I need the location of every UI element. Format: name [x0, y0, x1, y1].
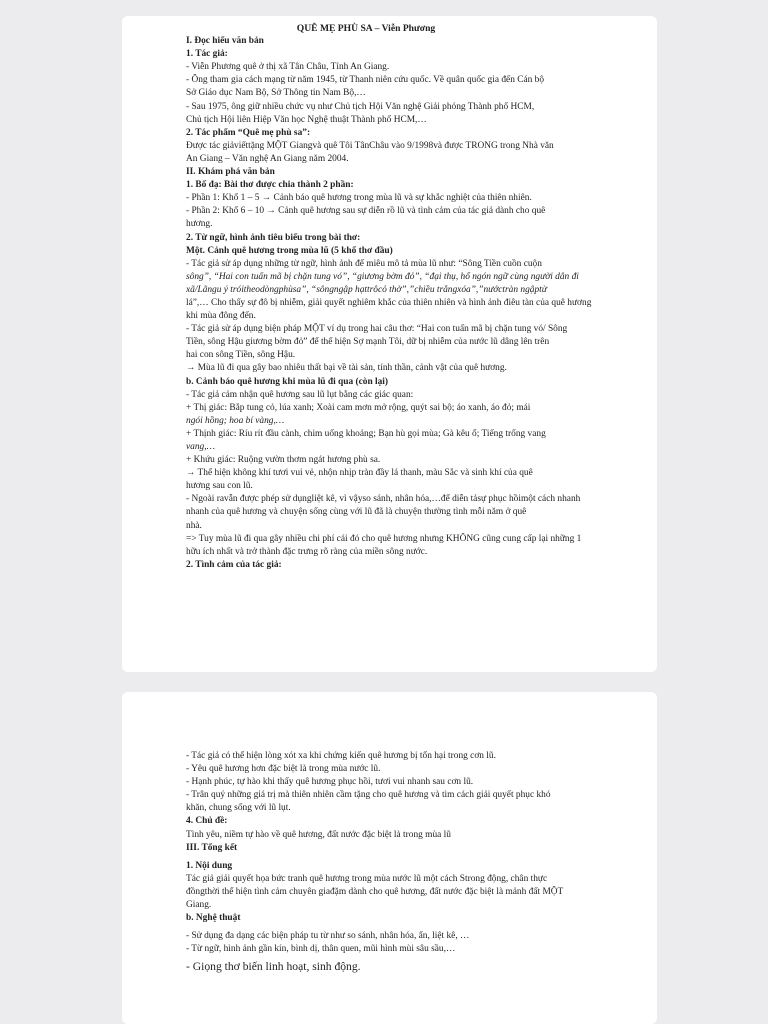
- text-line: 2. Từ ngữ, hình ảnh tiêu biểu trong bài thơ:: [186, 232, 361, 243]
- text-line: ngói hồng; hoa bí vàng,…: [186, 415, 285, 426]
- page-1-body: [186, 35, 657, 572]
- text-line: 1. Tác giả:: [186, 49, 228, 60]
- document-title: QUÊ MẸ PHÙ SA – Viễn Phương: [296, 23, 436, 34]
- text-line: Được tác giảviếttặng MỘT Giangvà quê Tôi TânChâu vào 9/1998và được TRONG trong Nhà văn: [186, 140, 554, 151]
- text-line: khi mùa đông đến.: [186, 311, 256, 322]
- text-line: - Hạnh phúc, tự hào khi thấy quê hương phục hồi, tươi vui nhanh sau cơn lũ.: [186, 777, 474, 788]
- text-line: hương sau con lũ.: [186, 481, 253, 492]
- text-line: - Tác giả cảm nhận quê hương sau lũ lụt bằng các giác quan:: [186, 389, 414, 400]
- document-page-1: [122, 16, 657, 672]
- text-line: hữu ích nhất và trở thành đặc trưng rõ ràng của miền sông nước.: [186, 546, 428, 557]
- text-line: nhà.: [186, 520, 202, 531]
- text-line: khăn, chung sống với lũ lụt.: [186, 803, 291, 814]
- text-line: Tiền, sông Hậu giương bờm đỏ” để thể hiện Sợ mạnh Tôi, dữ bị nhiễm của nước lũ dâng lên trên: [186, 337, 550, 348]
- text-line: hai con sông Tiền, sông Hậu.: [186, 350, 296, 361]
- text-line: III. Tổng kết: [186, 842, 238, 853]
- text-line: - Yêu quê hương hơn đặc biệt là trong mùa nước lũ.: [186, 764, 381, 775]
- text-line: II. Khám phá văn bản: [186, 167, 275, 178]
- text-line: - Trân quý những giá trị mà thiên nhiên cầm tặng cho quê hương và tìm cách giải quyết phục khó: [186, 790, 551, 801]
- text-line: lá”,… Cho thấy sự đô bị nhiễm, giải quyết nghiêm khắc của thiên nhiên và hình ảnh điêu tàn của quê hương: [186, 297, 592, 308]
- text-line: nhanh của quê hương và chuyện sống cùng với lũ đã là chuyện thường tình mỗi năm ở quê: [186, 507, 527, 518]
- text-line: + Khứu giác: Ruộng vườn thơm ngát hương phù sa.: [186, 455, 381, 466]
- text-line: b. Cảnh báo quê hương khi mùa lũ đi qua (còn lại): [186, 376, 389, 387]
- text-line: - Sử dụng đa dạng các biện pháp tu từ như so sánh, nhân hóa, ẩn, liệt kê, …: [186, 931, 470, 942]
- text-line: vang,…: [186, 442, 215, 452]
- text-line: 1. Nội dung: [186, 860, 233, 871]
- text-line: Chủ tịch Hội liên Hiệp Văn học Nghệ thuật Thành phố HCM,…: [186, 114, 427, 125]
- text-line: + Thịnh giác: Ríu rít đầu cành, chim uống khoảng; Bạn hù gọi mùa; Gà kêu ổ; Tiếng trống vang: [186, 428, 546, 439]
- text-line: - Phần 1: Khổ 1 – 5 → Cảnh báo quê hương trong mùa lũ và sự khắc nghiệt của thiên nhiên.: [186, 193, 532, 204]
- text-line: I. Đọc hiểu văn bản: [186, 36, 264, 47]
- text-line: - Ngoài ravẫn được phép sử dụngliệt kê, vì vậyso sánh, nhân hóa,…để diễn tảsự phục hồimột cách nhanh: [186, 494, 581, 505]
- text-line: - Sau 1975, ông giữ nhiều chức vụ như Chủ tịch Hội Văn nghệ Giải phóng Thành phố HCM,: [186, 101, 535, 112]
- text-line: hương.: [186, 219, 213, 230]
- text-line: - Giọng thơ biến linh hoạt, sinh động.: [186, 960, 361, 974]
- text-line: - Tác giả có thể hiện lòng xót xa khi chứng kiến quê hương bị tổn hại trong cơn lũ.: [186, 751, 496, 761]
- text-line: sông”, “Hai con tuấn mã bị chặn tung vó”, “giương bờm đỏ”, “đại thụ, hổ ngón ngữ cùng người dân đi: [186, 271, 579, 282]
- text-line: - Phần 2: Khổ 6 – 10 → Cảnh quê hương sau sự diễn rồ lũ và tình cảm của tác giả dành cho quê: [186, 206, 546, 217]
- text-line: 1. Bố đạ: Bài thơ được chia thành 2 phần:: [186, 180, 354, 191]
- text-line: Tình yêu, niềm tự hào về quê hương, đất nước đặc biệt là trong mùa lũ: [186, 829, 451, 840]
- text-line: xã/Lãngu ý tróitheodòngphùsa”, “sôngngập hạttrôcỏ thờ”,”chiều trắngxóa”,”nướctràn ngậptừ: [186, 284, 547, 295]
- text-line: b. Nghệ thuật: [186, 913, 241, 924]
- text-line: => Tuy mùa lũ đi qua gây nhiều chi phí cái đó cho quê hương nhưng KHÔNG cũng cung cấp lại những 1: [186, 533, 582, 544]
- text-line: 2. Tác phẩm “Quê mẹ phù sa”:: [186, 127, 311, 138]
- text-line: - Ông tham gia cách mạng từ năm 1945, từ Thanh niên cứu quốc. Về quân quốc gia đến Cán bộ: [186, 75, 545, 86]
- text-line: Tác giả giải quyết họa bức tranh quê hương trong mùa nước lũ một cách Strong động, chân thực: [186, 873, 548, 884]
- text-line: - Viễn Phương quê ở thị xã Tân Châu, Tỉnh An Giang.: [186, 62, 390, 73]
- text-line: An Giang – Văn nghệ An Giang năm 2004.: [186, 153, 349, 164]
- text-line: → Mùa lũ đi qua gây bao nhiêu thất bại về tài sản, tính thần, cảnh vật của quê hương.: [186, 363, 507, 374]
- text-line: 4. Chủ đề:: [186, 816, 228, 827]
- text-line: + Thị giác: Bắp tung cỏ, lúa xanh; Xoài cam mơn mở rộng, quýt sai bộ; áo xanh, áo đỏ; mái: [186, 402, 531, 413]
- text-line: - Tác giả sử áp dụng những từ ngữ, hình ảnh để miêu mô tả mùa lũ như: “Sông Tiền cuồn cuộn: [186, 258, 542, 269]
- text-line: 2. Tình cảm của tác giả:: [186, 559, 282, 570]
- text-line: → Thể hiện không khí tươi vui vẻ, nhộn nhịp tràn đầy lá thanh, màu Sắc và sinh khí của quê: [186, 468, 533, 479]
- document-page-2: [122, 692, 657, 1024]
- text-line: Sở Giáo dục Nam Bộ, Sở Thông tin Nam Bộ,…: [186, 88, 366, 99]
- text-line: - Từ ngữ, hình ảnh gần kín, bình dị, thân quen, mũi hình mùi sâu sầu,…: [186, 944, 456, 955]
- text-line: Giang.: [186, 900, 212, 911]
- text-line: - Tác giả sử áp dụng biện pháp MỘT ví dụ trong hai câu thơ: “Hai con tuấn mã bị chặn tung vó/ Sông: [186, 324, 568, 335]
- text-line: Một. Cảnh quê hương trong mùa lũ (5 khổ thơ đầu): [186, 245, 393, 256]
- text-line: đồngthời thể hiện tình cảm chuyên giađặm dành cho quê hương, đất nước đặc biệt là mảnh đất MỘT: [186, 886, 564, 897]
- page-2-body: [186, 750, 657, 975]
